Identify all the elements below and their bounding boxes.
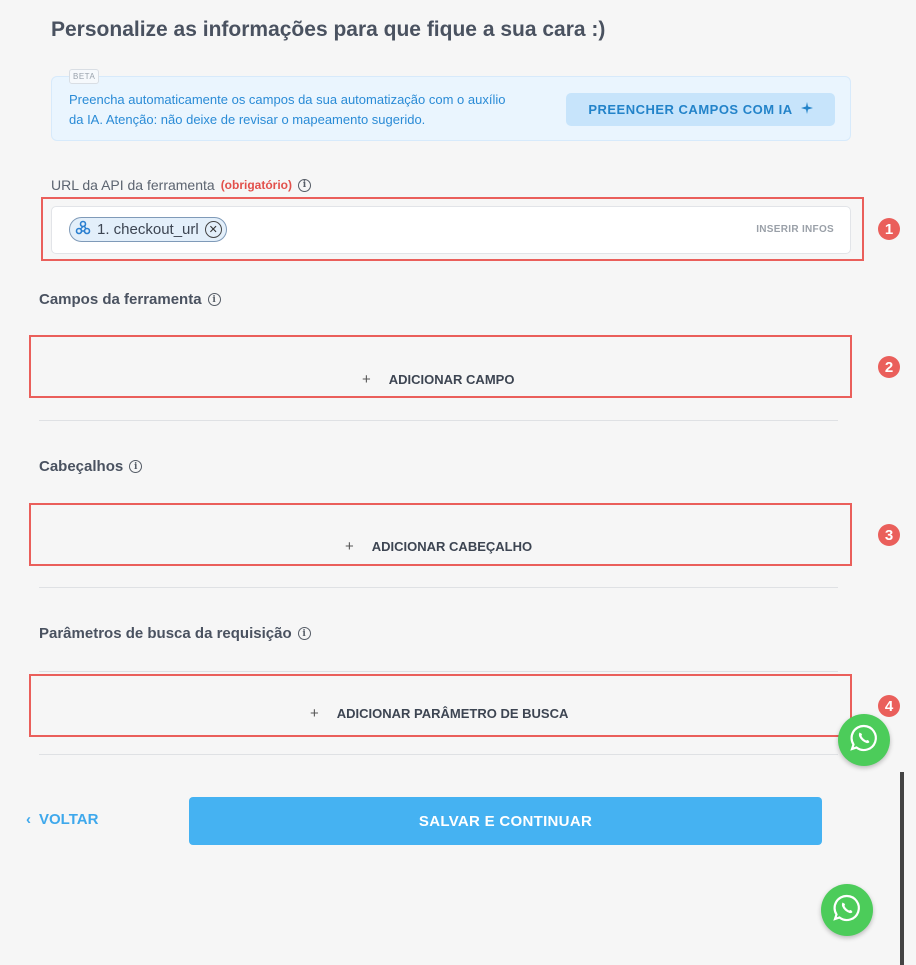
- add-header-label: ADICIONAR CABEÇALHO: [371, 538, 533, 554]
- scrollbar[interactable]: [900, 772, 904, 965]
- url-label-text: URL da API da ferramenta: [51, 177, 215, 193]
- step-badge-2: 2: [878, 356, 900, 378]
- whatsapp-button[interactable]: [838, 714, 890, 766]
- info-icon[interactable]: i: [298, 627, 311, 640]
- add-header-button[interactable]: [345, 532, 532, 560]
- back-label: VOLTAR: [39, 811, 99, 828]
- variable-chip[interactable]: [69, 217, 227, 242]
- step-badge-1: 1: [878, 218, 900, 240]
- page-title: Personalize as informações para que fique a sua cara :): [51, 18, 606, 41]
- whatsapp-button[interactable]: [821, 884, 873, 936]
- ai-autofill-description: Preencha automaticamente os campos da sua automatização com o auxílio da IA. Atenção: não deixe de revisar o mapeamento sugerido.: [69, 92, 506, 127]
- divider: [39, 754, 838, 755]
- url-field-label: [51, 177, 311, 193]
- fields-title-text: Campos da ferramenta: [39, 291, 202, 308]
- plus-icon: +: [345, 537, 354, 555]
- info-icon[interactable]: i: [208, 293, 221, 306]
- section-title-query: [39, 625, 311, 642]
- add-query-param-button[interactable]: [310, 699, 568, 727]
- divider: [39, 671, 838, 672]
- divider: [39, 587, 838, 588]
- beta-badge: BETA: [69, 69, 99, 84]
- divider: [39, 420, 838, 421]
- sparkle-icon: [801, 102, 813, 117]
- ai-autofill-panel: [51, 72, 851, 141]
- whatsapp-icon: [849, 723, 879, 758]
- close-icon[interactable]: ✕: [205, 221, 222, 238]
- add-query-param-label: ADICIONAR PARÂMETRO DE BUSCA: [336, 705, 569, 721]
- ai-autofill-button-label: PREENCHER CAMPOS COM IA: [588, 102, 793, 117]
- webhook-icon: [75, 220, 91, 240]
- info-icon[interactable]: i: [298, 179, 311, 192]
- ai-autofill-button[interactable]: [566, 93, 835, 126]
- insert-infos-button[interactable]: INSERIR INFOS: [756, 224, 834, 235]
- section-title-fields: [39, 291, 221, 308]
- headers-title-text: Cabeçalhos: [39, 458, 124, 475]
- step-badge-4: 4: [878, 695, 900, 717]
- variable-chip-label: 1. checkout_url: [97, 221, 199, 238]
- plus-icon: +: [362, 370, 371, 388]
- whatsapp-icon: [832, 893, 862, 928]
- query-title-text: Parâmetros de busca da requisição: [39, 625, 292, 642]
- back-button[interactable]: [26, 811, 98, 828]
- save-and-continue-button[interactable]: SALVAR E CONTINUAR: [189, 797, 822, 845]
- info-icon[interactable]: i: [129, 460, 142, 473]
- required-marker: (obrigatório): [220, 178, 293, 192]
- chevron-left-icon: ‹: [26, 811, 31, 828]
- api-url-input[interactable]: [51, 206, 851, 254]
- step-badge-3: 3: [878, 524, 900, 546]
- add-field-button[interactable]: [362, 365, 514, 393]
- section-title-headers: [39, 458, 142, 475]
- add-field-label: ADICIONAR CAMPO: [388, 371, 515, 387]
- plus-icon: +: [310, 704, 319, 722]
